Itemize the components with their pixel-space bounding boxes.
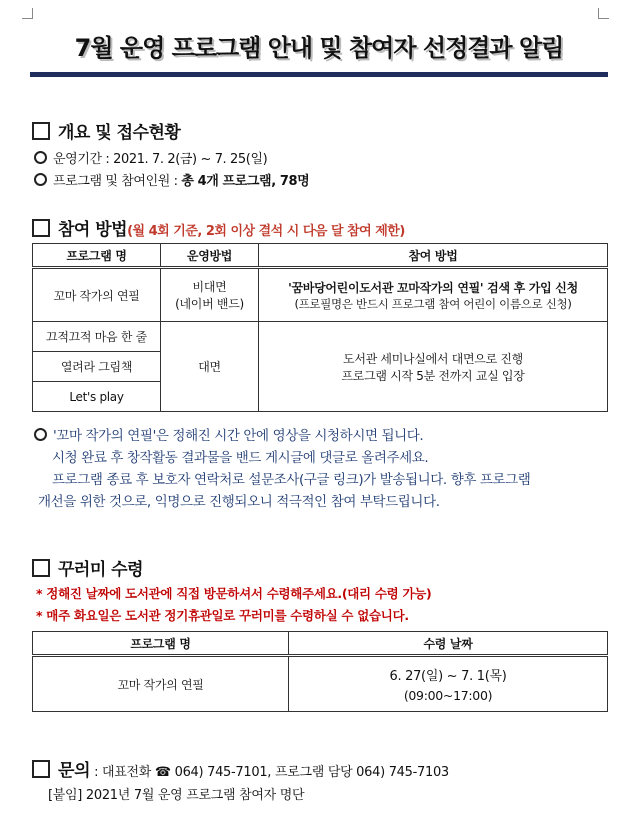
participation-note: (월 4회 기준, 2회 이상 결석 시 다음 달 참여 제한) <box>127 224 405 239</box>
kit-heading: 꾸러미 수령 <box>32 555 143 580</box>
attachment-note: [붙임] 2021년 7월 운영 프로그램 참여자 명단 <box>48 788 305 803</box>
column-header: 수령 날짜 <box>289 632 608 656</box>
participation-table <box>32 243 608 412</box>
contact-line: 문의 : 대표전화 ☎ 064) 745-7101, 프로그램 담당 064) 745-7103 <box>32 756 449 781</box>
notice-line-1: '꼬마 작가의 연필'은 정해진 시간 안에 영상을 시청하시면 됩니다. <box>34 424 423 444</box>
table-header-row <box>33 244 608 268</box>
column-header: 프로그램 명 <box>33 244 161 268</box>
table-row <box>33 656 608 712</box>
table-row <box>33 268 608 322</box>
column-header: 참여 방법 <box>259 244 608 268</box>
method-cell: 비대면 (네이버 밴드) <box>161 268 259 322</box>
overview-period: 운영기간 : 2021. 7. 2(금) ~ 7. 25(일) <box>34 148 267 167</box>
program-cell: 꼬마 작가의 연필 <box>33 656 289 712</box>
date-cell: 6. 27(일) ~ 7. 1(목) (09:00~17:00) <box>289 656 608 712</box>
column-header: 운영방법 <box>161 244 259 268</box>
circle-bullet-icon <box>34 151 47 164</box>
checkbox-square-icon <box>32 760 50 778</box>
notice-line-4: 개선을 위한 것으로, 익명으로 진행되오니 적극적인 참여 부탁드립니다. <box>38 494 440 510</box>
column-header: 프로그램 명 <box>33 632 289 656</box>
program-cell: 끄적끄적 마음 한 줄 <box>33 322 161 352</box>
page-title: 7월 운영 프로그램 안내 및 참여자 선정결과 알림 <box>74 34 564 62</box>
kit-table <box>32 631 608 712</box>
overview-heading: 개요 및 접수현황 <box>32 118 180 143</box>
notice-line-2: 시청 완료 후 창작활동 결과물을 밴드 게시글에 댓글로 올려주세요. <box>52 450 429 466</box>
how-cell: '꿈바당어린이도서관 꼬마작가의 연필' 검색 후 가입 신청 (프로필명은 반드시 프로그램 참여 어린이 이름으로 신청) <box>259 268 608 322</box>
title-block <box>30 28 608 72</box>
table-header-row <box>33 632 608 656</box>
contact-phone-text: : 대표전화 ☎ 064) 745-7101, 프로그램 담당 064) 745-7103 <box>94 765 449 780</box>
circle-bullet-icon <box>34 173 47 186</box>
participation-heading: 참여 방법(월 4회 기준, 2회 이상 결석 시 다음 달 참여 제한) <box>32 215 405 240</box>
program-cell: Let's play <box>33 382 161 412</box>
method-cell: 대면 <box>161 322 259 412</box>
overview-participants: 프로그램 및 참여인원 : 총 4개 프로그램, 78명 <box>34 170 309 189</box>
checkbox-square-icon <box>32 122 50 140</box>
kit-warning-2: * 매주 화요일은 도서관 정기휴관일로 꾸러미를 수령하실 수 없습니다. <box>36 608 409 623</box>
kit-warning-1: * 정해진 날짜에 도서관에 직접 방문하셔서 수령해주세요.(대리 수령 가능) <box>36 586 432 601</box>
title-underline <box>30 72 608 77</box>
circle-bullet-icon <box>34 428 47 441</box>
program-cell: 꼬마 작가의 연필 <box>33 268 161 322</box>
table-row <box>33 322 608 352</box>
checkbox-square-icon <box>32 559 50 577</box>
program-cell: 열려라 그림책 <box>33 352 161 382</box>
how-cell: 도서관 세미나실에서 대면으로 진행 프로그램 시작 5분 전까지 교실 입장 <box>259 322 608 412</box>
notice-line-3: 프로그램 종료 후 보호자 연락처로 설문조사(구글 링크)가 발송됩니다. 향후 프로그램 <box>52 472 531 488</box>
page-corner-mark <box>22 8 33 19</box>
page-corner-mark <box>598 8 609 19</box>
checkbox-square-icon <box>32 219 50 237</box>
